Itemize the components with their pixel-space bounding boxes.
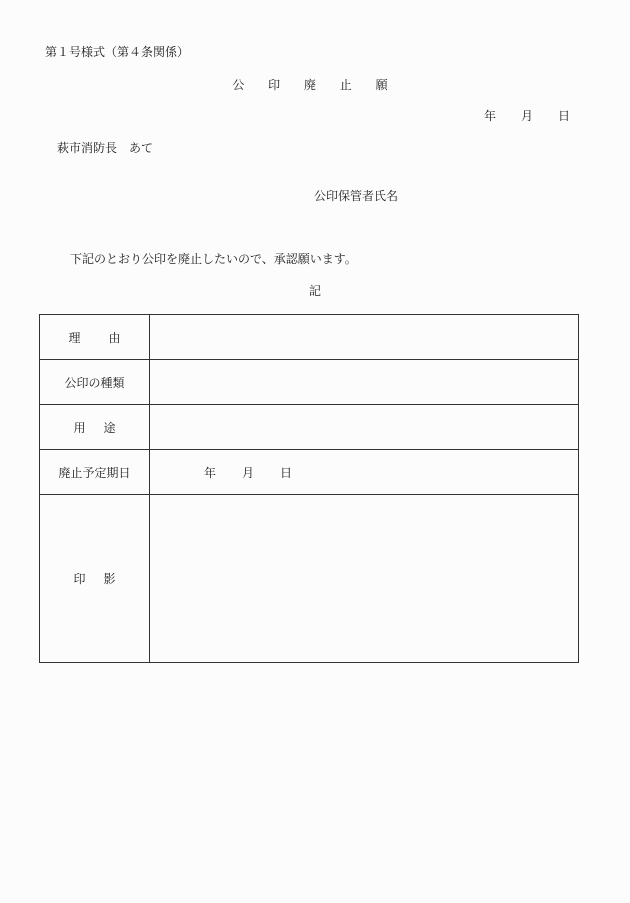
purpose-label-cell (40, 405, 150, 450)
purpose-value-cell[interactable] (150, 405, 579, 450)
form-number: 第１号様式（第４条関係） (45, 45, 190, 59)
table-row-purpose (40, 405, 579, 450)
planned-date-value-cell[interactable] (150, 450, 579, 495)
document-title: 公 印 廃 止 願 (232, 78, 398, 92)
imprint-value-cell[interactable] (150, 495, 579, 663)
planned-date-year: 年 (204, 465, 217, 480)
table-row-planned-date (40, 450, 579, 495)
planned-date-label-cell (40, 450, 150, 495)
date-year: 年 (484, 109, 497, 123)
table-row-reason (40, 315, 579, 360)
planned-date-day: 日 (280, 465, 293, 480)
detail-table (39, 314, 579, 663)
table-row-seal-type (40, 360, 579, 405)
imprint-label-cell (40, 495, 150, 663)
planned-date-label: 廃止予定期日 (58, 465, 131, 480)
planned-date-month: 月 (242, 465, 255, 480)
imprint-label: 印影 (73, 572, 134, 586)
date-month: 月 (521, 109, 534, 123)
purpose-label: 用途 (73, 420, 134, 435)
reason-label-cell (40, 315, 150, 360)
seal-type-value-cell[interactable] (150, 360, 579, 405)
date-day: 日 (558, 109, 571, 123)
recipient: 萩市消防長 あて (57, 141, 154, 155)
ki-heading: 記 (308, 284, 321, 298)
table-row-imprint (40, 495, 579, 663)
reason-value-cell[interactable] (150, 315, 579, 360)
reason-label: 理由 (68, 330, 149, 345)
custodian-name-label: 公印保管者氏名 (314, 189, 399, 203)
seal-type-label-cell (40, 360, 150, 405)
date-line (484, 109, 570, 123)
body-text: 下記のとおり公印を廃止したいので、承認願います。 (70, 252, 357, 266)
seal-type-label: 公印の種類 (64, 375, 125, 390)
